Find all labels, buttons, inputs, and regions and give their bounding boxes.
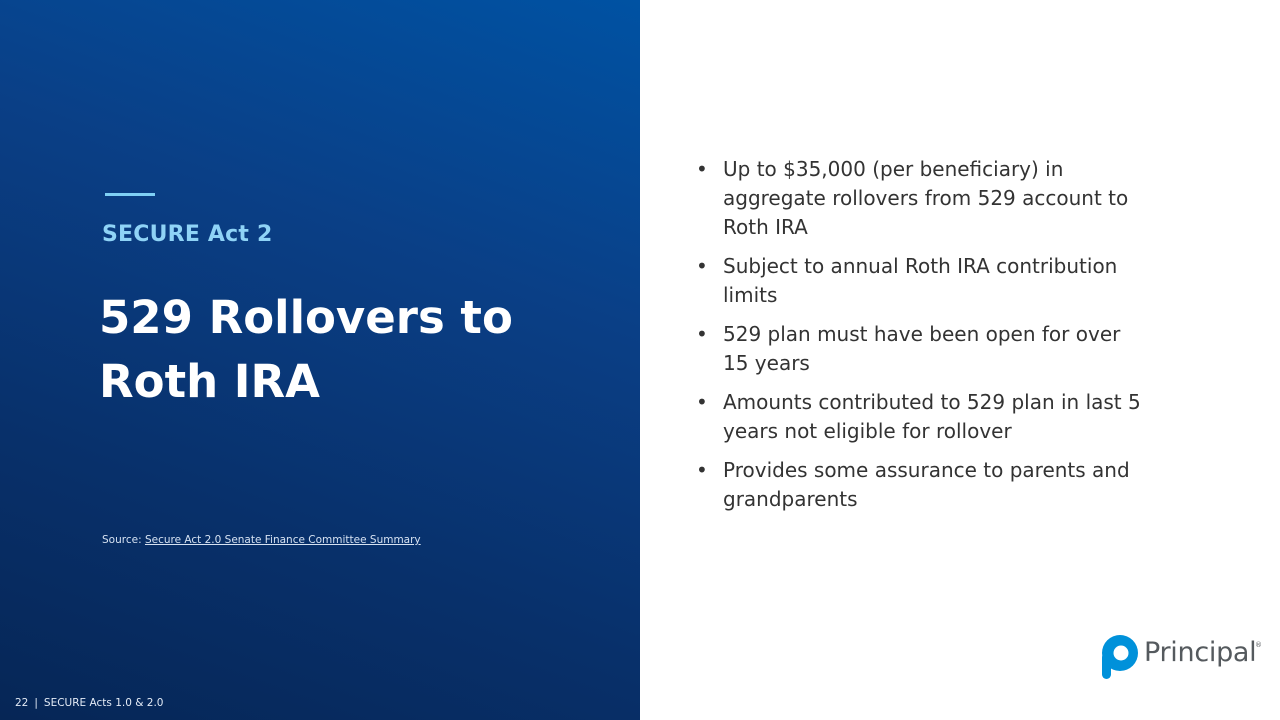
source-label: Source: [102, 534, 142, 546]
principal-logo [1100, 633, 1265, 683]
bullet-item [696, 388, 1146, 446]
bullet-text: 529 plan must have been open for over 15 years [723, 322, 1121, 375]
bullet-icon: • [696, 458, 708, 482]
bullet-text: Provides some assurance to parents and grandparents [723, 458, 1130, 511]
logo-wordmark: Principal [1144, 637, 1257, 668]
bullet-icon: • [696, 322, 708, 346]
bullet-item [696, 456, 1146, 514]
bullet-icon: • [696, 254, 708, 278]
bullet-item [696, 252, 1146, 310]
section-label: SECURE Act 2 [102, 222, 273, 247]
bullet-icon: • [696, 157, 708, 181]
principal-logo-icon [1100, 633, 1142, 681]
bullet-item [696, 320, 1146, 378]
bullet-text: Up to $35,000 (per beneficiary) in aggregate rollovers from 529 account to Roth IRA [723, 157, 1129, 239]
source-link[interactable]: Secure Act 2.0 Senate Finance Committee Summary [144, 534, 421, 546]
bullet-list [696, 155, 1146, 524]
slide-title: 529 Rollovers to Roth IRA [99, 291, 513, 408]
source-note [102, 534, 421, 546]
accent-line [105, 193, 155, 196]
slide-footer [15, 697, 163, 709]
bullet-item [696, 155, 1146, 242]
bullet-text: Subject to annual Roth IRA contribution limits [723, 254, 1118, 307]
footer-separator: | [34, 697, 38, 709]
footer-title: SECURE Acts 1.0 & 2.0 [43, 697, 164, 709]
bullet-text: Amounts contributed to 529 plan in last 5 years not eligible for rollover [723, 390, 1141, 443]
registered-mark: ® [1255, 641, 1262, 649]
bullet-icon: • [696, 390, 708, 414]
page-number: 22 [15, 697, 29, 709]
